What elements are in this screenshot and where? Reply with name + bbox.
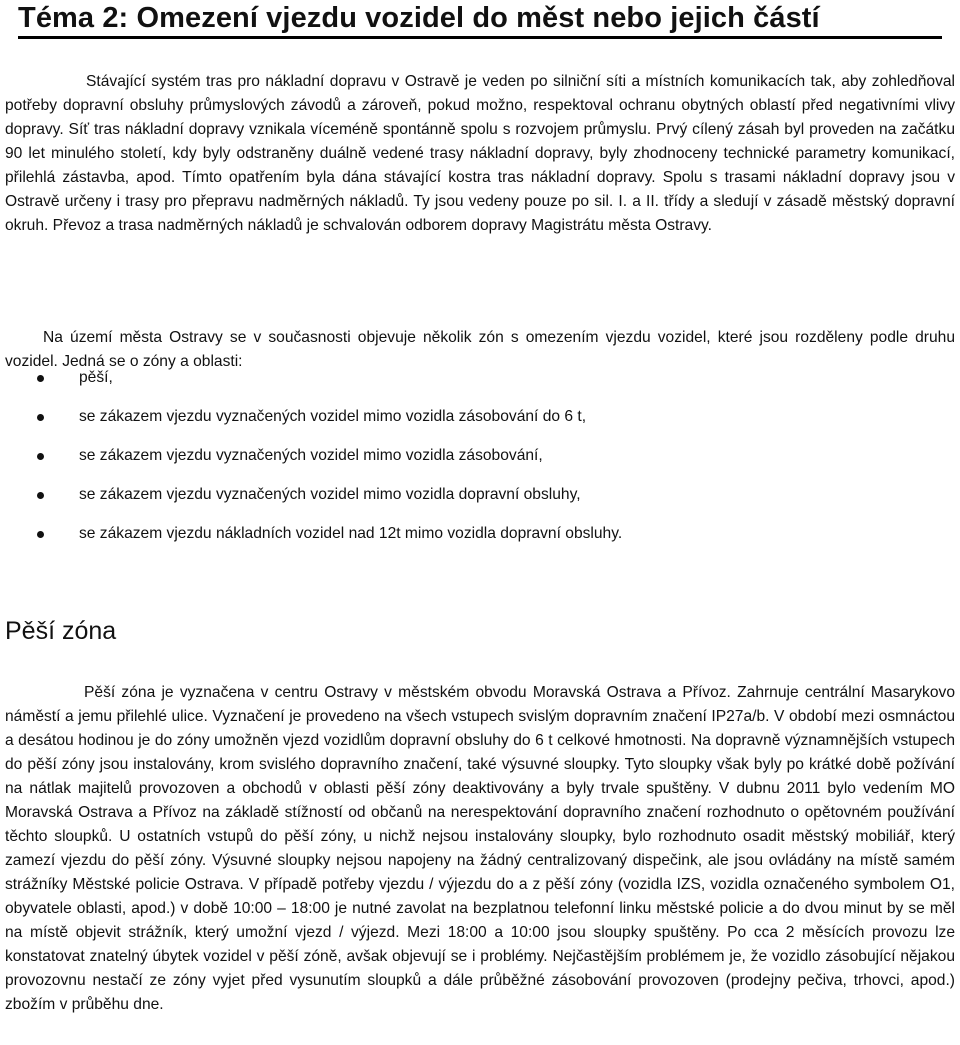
list-item-text: se zákazem vjezdu vyznačených vozidel mimo vozidla zásobování, bbox=[79, 447, 543, 464]
section-heading: Pěší zóna bbox=[5, 617, 117, 645]
list-item-text: pěší, bbox=[79, 369, 113, 386]
page-title: Téma 2: Omezení vjezdu vozidel do měst nebo jejich částí bbox=[18, 0, 942, 39]
section-paragraph: Pěší zóna je vyznačena v centru Ostravy v městském obvodu Moravská Ostrava a Přívoz. Zahrnuje centrální Masarykovo náměstí a jemu přilehlé ulice. Vyznačení je provedeno na všech vstupech svislým dopravním značení IP27a/b. V období mezi osmnáctou a desátou hodinou je do zóny umožněn vjezd vozidlům dopravní obsluhy do 6 t celkové hmotnosti. Na dopravně významnějších vstupech do pěší zóny jsou instalovány, krom svislého dopravního značení, také výsuvné sloupky. Tyto sloupky však byly po krátké době požívání na nátlak majitelů provozoven a obchodů v oblasti pěší zóny deaktivovány a byly trvale spuštěny. V dubnu 2011 bylo vedením MO Moravská Ostrava a Přívoz na základě stížností od občanů na nerespektování dopravního značení rozhodnuto o opětovném používání těchto sloupků. U ostatních vstupů do pěší zóny, u nichž nejsou instalovány sloupky, bylo rozhodnuto osadit městský mobiliář, který zamezí vjezdu do pěší zóny. Výsuvné sloupky nejsou napojeny na žádný centralizovaný dispečink, ale jsou ovládány na místě samém strážníky Městské policie Ostrava. V případě potřeby vjezdu / výjezdu do a z pěší zóny (vozidla IZS, vozidla označeného symbolem O1, obyvatele oblasti, apod.) v době 10:00 – 18:00 je nutné zavolat na bezplatnou telefonní linku městské policie a do dvou minut by se měl na místě objevit strážník, který umožní vjezd / výjezd. Mezi 18:00 a 10:00 jsou sloupky spuštěny. Po cca 2 měsících provozu lze konstatovat znatelný úbytek vozidel v pěší zóně, avšak objevují se i problémy. Nejčastějším problémem je, že vozidlo zásobující nějakou provozovnu nestačí ze zóny vyjet před vysunutím sloupků a dále průběžné zásobování provozoven (prodejny pečiva, trhovci, apod.) zbožím v průběhu dne. bbox=[5, 684, 955, 1013]
bullet-icon bbox=[37, 375, 44, 382]
bullet-icon bbox=[37, 531, 44, 538]
bullet-icon bbox=[37, 414, 44, 421]
zone-list bbox=[0, 366, 960, 561]
list-item bbox=[0, 405, 960, 444]
list-item bbox=[0, 522, 960, 561]
intro-paragraph: Stávající systém tras pro nákladní dopravu v Ostravě je veden po silniční síti a místních komunikacích tak, aby zohledňoval potřeby dopravní obsluhy průmyslových závodů a zároveň, pokud možno, respektoval ochranu obytných oblastí před negativními vlivy dopravy. Síť tras nákladní dopravy vznikala víceméně spontánně spolu s rozvojem průmyslu. Prvý cílený zásah byl proveden na začátku 90 let minulého století, kdy byly odstraněny duálně vedené trasy nákladní dopravy, byly zhodnoceny technické parametry komunikací, přilehlá zástavba, apod. Tímto opatřením byla dána stávající kostra tras nákladní dopravy. Spolu s trasami nákladní dopravy jsou v Ostravě určeny i trasy pro přepravu nadměrných nákladů. Ty jsou vedeny pouze po sil. I. a II. třídy a sledují v zásadě městský dopravní okruh. Převoz a trasa nadměrných nákladů je schvalován odborem dopravy Magistrátu města Ostravy. bbox=[5, 73, 955, 234]
bullet-icon bbox=[37, 453, 44, 460]
list-item bbox=[0, 444, 960, 483]
zones-paragraph: Na území města Ostravy se v současnosti objevuje několik zón s omezením vjezdu vozidel, které jsou rozděleny podle druhu vozidel. Jedná se o zóny a oblasti: bbox=[5, 329, 955, 370]
list-item bbox=[0, 483, 960, 522]
bullet-icon bbox=[37, 492, 44, 499]
list-item-text: se zákazem vjezdu vyznačených vozidel mimo vozidla zásobování do 6 t, bbox=[79, 408, 587, 425]
list-item-text: se zákazem vjezdu nákladních vozidel nad 12t mimo vozidla dopravní obsluhy. bbox=[79, 525, 623, 542]
list-item-text: se zákazem vjezdu vyznačených vozidel mimo vozidla dopravní obsluhy, bbox=[79, 486, 581, 503]
